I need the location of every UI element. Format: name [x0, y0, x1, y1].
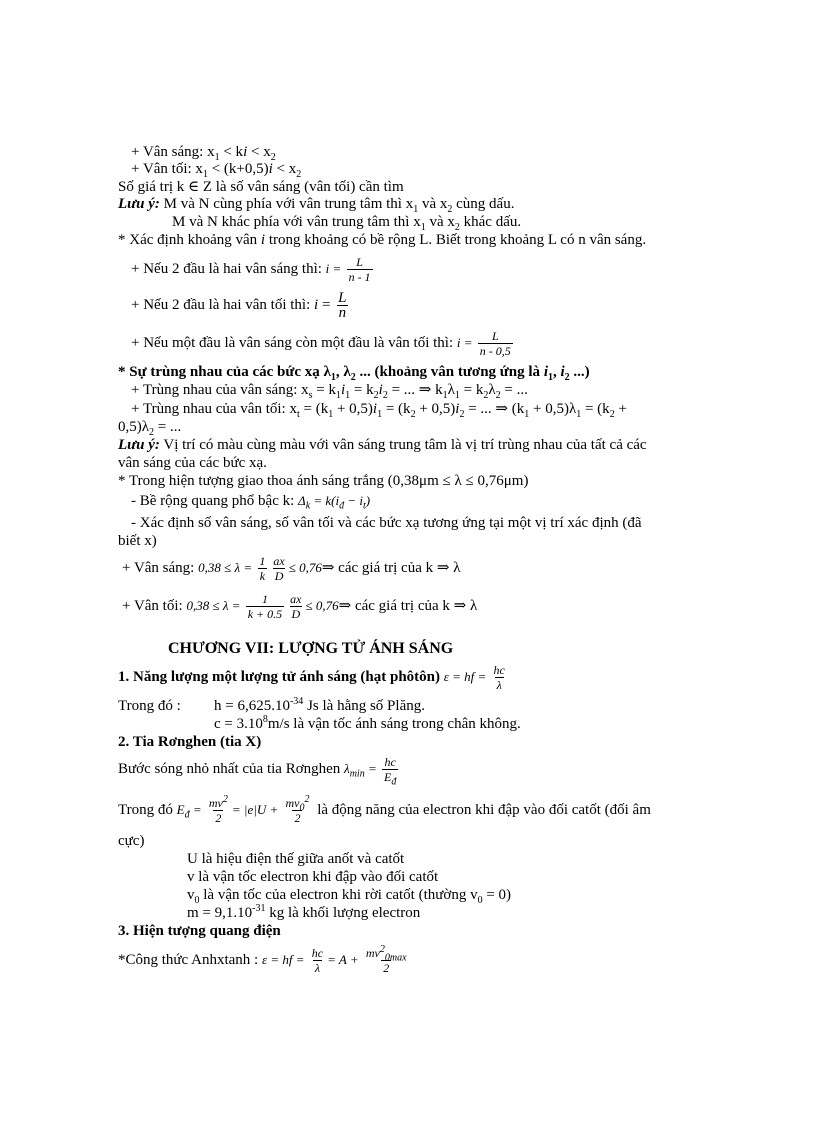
text-line: v là vận tốc electron khi đập vào đối catốt	[187, 869, 439, 885]
text-line: - Xác định số vân sáng, số vân tối và các bức xạ tương ứng tại một vị trí xác định (đã	[131, 515, 642, 531]
formula-line: + Nếu 2 đầu là hai vân sáng thì: i = $\frac{L}{n - 1}$	[131, 255, 371, 285]
text-line: Trong đó :	[118, 698, 181, 714]
text-line: cực)	[118, 833, 145, 849]
formula-line: + Nếu 2 đầu là hai vân tối thì: i = $\frac{L}{n}$	[131, 290, 347, 322]
text-line: U là hiệu điện thế giữa anốt và catốt	[187, 851, 405, 867]
text-line: $m = 9,1.10^{-31}$ kg là khối lượng electron	[187, 903, 421, 921]
section-heading: 2. Tia Rơnghen (tia X)	[118, 734, 262, 750]
section-heading: 1. Năng lượng một lượng tử ánh sáng (hạt phôtôn) ε = hf = $\frac{hc}{\lambda}$	[118, 663, 505, 693]
formula-line: - Bề rộng quang phổ bậc k: $\Delta_k = k(i_đ - i_t)$	[131, 493, 371, 512]
text-line: * Xác định khoảng vân i trong khoảng có bề rộng L. Biết trong khoảng L có n vân sáng.	[118, 232, 647, 248]
text-line: + Vân sáng: $x_1$ < ki < $x_2$	[131, 144, 276, 163]
text-line: Số giá trị k ∈ Z là số vân sáng (vân tối) cần tìm	[118, 179, 404, 195]
text-line: * Trong hiện tượng giao thoa ánh sáng trắng (0,38μm ≤ λ ≤ 0,76μm)	[118, 473, 529, 489]
text-line: biết x)	[118, 533, 157, 549]
formula-line: + Nếu một đầu là vân sáng còn một đầu là vân tối thì: i = $\frac{L}{n - 0,5}$	[131, 329, 511, 359]
text-line: Lưu ý: M và N cùng phía với vân trung tâm thì $x_1$ và $x_2$ cùng dấu.	[118, 196, 515, 215]
formula-line: + Vân sáng: 0,38 ≤ λ = $\frac{1}{k}$ $\frac{ax}{D}$ ≤ 0,76⇒ các giá trị của k ⇒ λ	[122, 554, 461, 584]
text-line: vân sáng của các bức xạ.	[118, 455, 267, 471]
formula-line: Bước sóng nhỏ nhất của tia Rơnghen $\lambda_{min}$ = $\frac{hc}{E_đ}$	[118, 755, 397, 788]
text-line: $0,5)\lambda_2$ = ...	[118, 419, 182, 438]
formula-line: Trong đó $E_đ$ = $\frac{mv^2}{2}$ = |e|U + $\frac{mv_0^2}{2}$ là động năng của electron khi đập vào đối catốt (đối âm	[118, 794, 651, 826]
text-line: $c = 3.10^8m/s$ là vận tốc ánh sáng trong chân không.	[214, 714, 521, 732]
text-line: $v_0$ là vận tốc của electron khi rời catốt (thường $v_0 = 0$)	[187, 887, 512, 906]
text-line: + Vân tối: $x_1 < (k+0,5)i < x_2$	[131, 161, 302, 180]
section-heading: 3. Hiện tượng quang điện	[118, 923, 281, 939]
text-line: + Trùng nhau của vân tối: $x_t = (k_1 + 0,5)i_1 = (k_2 + 0,5)i_2$ = ... ⇒ $(k_1 + 0,5)\lambda_1 = (k_2$ +	[131, 401, 627, 420]
formula-line: + Vân tối: 0,38 ≤ λ = $\frac{1}{k + 0.5}$ $\frac{ax}{D}$ ≤ 0,76⇒ các giá trị của k ⇒ λ	[122, 592, 478, 622]
formula-line: *Công thức Anhxtanh : ε = hf = $\frac{hc}{\lambda}$ = A + $\frac{mv^2_{0max}}{2}$	[118, 944, 407, 976]
chapter-title: CHƯƠNG VII: LƯỢNG TỬ ÁNH SÁNG	[168, 640, 454, 657]
text-line: Lưu ý: Vị trí có màu cùng màu với vân sáng trung tâm là vị trí trùng nhau của tất cả các	[118, 437, 647, 453]
text-line: $h = 6,625.10^{-34}$ Js là hằng số Plăng.	[214, 696, 425, 714]
text-line: + Trùng nhau của vân sáng: $x_s = k_1i_1 = k_2i_2$ = ... ⇒ $k_1\lambda_1 = k_2\lambda_2$ = ...	[131, 382, 528, 401]
text-line: M và N khác phía với vân trung tâm thì $x_1$ và $x_2$ khác dấu.	[172, 214, 522, 233]
section-heading: * Sự trùng nhau của các bức xạ $\lambda_1$, $\lambda_2$ ... (khoảng vân tương ứng là $i_1$, $i_2$ ...)	[118, 364, 590, 383]
